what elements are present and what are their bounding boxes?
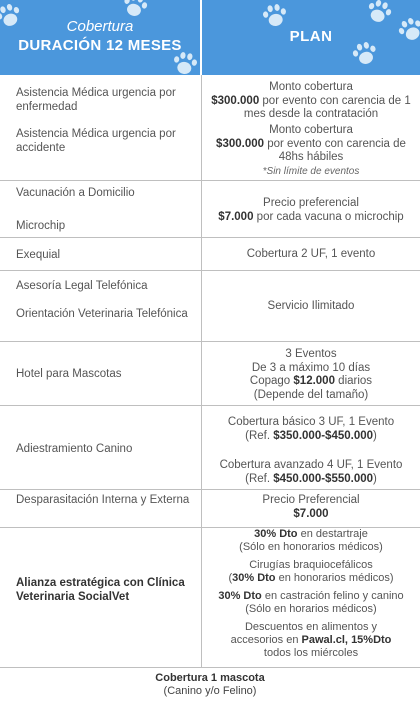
row-value: Cobertura básico 3 UF, 1 Evento (Ref. $350.000-$450.000)	[227, 416, 395, 442]
row-vaccination-microchip	[0, 181, 420, 238]
row-value: Cobertura 2 UF, 1 evento	[246, 248, 376, 260]
row-value: 30% Dto en destartraje (Sólo en honorarios médicos) Cirugías braquiocefálicos (30% Dto en honorarios médicos) 30% Dto en castración felino y canino (Sólo en horarios médicos) Descuentos en alimentos y accesorios en Pawal.cl, 15%Dto todos los miércoles	[218, 528, 404, 659]
row-label: Asesoría Legal Telefónica	[16, 280, 148, 292]
table-header	[0, 0, 420, 75]
row-label: Exequial	[16, 249, 61, 261]
row-label: Hotel para Mascotas	[16, 368, 122, 380]
row-medical-assistance	[0, 75, 420, 181]
row-legal-vet-advice	[0, 271, 420, 342]
footer-note	[0, 672, 420, 698]
row-label: Asistencia Médica urgencia por enfermedad	[16, 87, 176, 113]
row-dog-training	[0, 406, 420, 490]
row-label: Vacunación a Domicilio	[16, 187, 135, 199]
row-label: Orientación Veterinaria Telefónica	[16, 308, 188, 320]
header-coverage	[0, 18, 200, 56]
header-duration-label: DURACIÓN 12 MESES	[18, 37, 182, 54]
row-value: 3 Eventos De 3 a máximo 10 días Copago $12.000 diarios (Depende del tamaño)	[249, 348, 373, 401]
footer-title: Cobertura 1 mascota	[155, 672, 265, 684]
header-coverage-label: Cobertura	[66, 18, 134, 35]
row-label: Alianza estratégica con Clínica Veterinaria SocialVet	[16, 577, 185, 603]
row-value: Precio Preferencial $7.000	[262, 494, 360, 520]
row-value: Servicio Ilimitado	[267, 300, 355, 312]
row-value: Precio preferencial $7.000 por cada vacuna o microchip	[218, 197, 404, 223]
row-label: Asistencia Médica urgencia por accidente	[16, 128, 176, 154]
row-value: Cobertura avanzado 4 UF, 1 Evento (Ref. $450.000-$550.000)	[219, 459, 403, 485]
row-value: Monto cobertura $300.000 por evento con carencia de 1 mes desde la contratación	[211, 81, 411, 120]
row-label: Microchip	[16, 220, 66, 232]
row-value: Monto cobertura $300.000 por evento con carencia de 48hs hábiles *Sin límite de eventos	[216, 124, 406, 177]
header-plan-label: PLAN	[289, 28, 333, 45]
paw-print-icon	[363, 0, 396, 28]
row-label: Adiestramiento Canino	[16, 443, 133, 455]
footer-subtitle: (Canino y/o Felino)	[163, 685, 257, 697]
row-funeral	[0, 238, 420, 271]
row-label: Desparasitación Interna y Externa	[16, 494, 190, 506]
row-deworming	[0, 490, 420, 528]
paw-print-icon	[260, 2, 290, 30]
row-socialvet-alliance	[0, 528, 420, 668]
row-pet-hotel	[0, 342, 420, 406]
